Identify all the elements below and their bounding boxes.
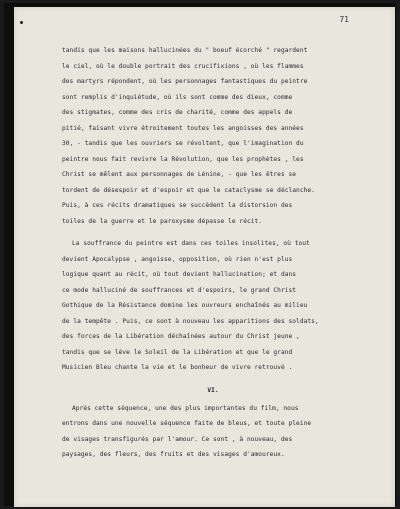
text-line: ce mode halluciné de souffrances et d'espoirs, le grand Christ xyxy=(62,286,297,294)
text-line: Gothique de la Résistance domine les ouvreurs enchaînés au milieu xyxy=(62,302,308,309)
text-line: de visages transfigurés par l'amour. Ce sont , à nouveau, des xyxy=(62,435,293,443)
text-line: 30, - tandis que les ouvriers se révoltent, que l'imagination du xyxy=(62,140,304,147)
paragraph-1 xyxy=(62,43,378,229)
text-line: tandis que les maisons hallucinées du " boeuf écorché " regardent xyxy=(62,47,308,54)
text-line: paysages, des fleurs, des fruits et des visages d'amoureux. xyxy=(62,451,285,458)
text-line: Musicien Bleu chante la vie et le bonheur de vivre retrouvé . xyxy=(62,364,293,371)
text-line: des forces de la Libération déchaînées autour du Christ jeune , xyxy=(62,333,300,340)
document-page xyxy=(14,7,395,507)
text-line: sont remplis d'inquiétude, où ils sont comme des dieux, comme xyxy=(62,93,293,101)
section-heading: VI. xyxy=(207,386,219,394)
scan-frame xyxy=(4,3,396,506)
text-line: devient Apocalypse , angoisse, opposition, où rien n'est plus xyxy=(62,255,293,263)
page-number: 71 xyxy=(339,15,349,24)
punch-hole-mark xyxy=(20,21,23,24)
paragraph-spacer xyxy=(62,229,378,236)
text-line: Christ se mêlent aux personnages de Lénine, - que les êtres se xyxy=(62,171,297,178)
text-line: tandis que se lève le Soleil de la Libération et que le grand xyxy=(62,348,293,356)
paragraph-2 xyxy=(62,236,378,376)
text-line: Après cette séquence, une des plus importantes du film, nous xyxy=(72,404,299,412)
text-line: entrons dans une nouvelle séquence faite de bleus, et toute pleine xyxy=(62,420,312,427)
text-line: peintre nous fait revivre la Révolution, que les prophètes , les xyxy=(62,155,304,163)
paragraph-spacer xyxy=(62,376,378,383)
text-line: des martyrs répondent, où les personnages fantastiques du peintre xyxy=(62,78,308,85)
text-line: logique quant au récit, où tout devient hallucination; et dans xyxy=(62,271,297,278)
text-line: La souffrance du peintre est dans ces toiles insolites, où tout xyxy=(72,240,310,247)
text-line: pitié, faisant vivre étroitement toutes les angoisses des années xyxy=(62,124,304,132)
text-line: toiles de la guerre et le paroxysme dépasse le récit. xyxy=(62,217,263,225)
text-line: des stigmates, comme des cris de charité, comme des appels de xyxy=(62,109,293,116)
text-line: tordent de désespoir et d'espoir et que le cataclysme se déclanche. xyxy=(62,186,315,194)
document-body xyxy=(62,43,378,463)
text-line: le ciel, où le double portrait des crucifixions , où les flammes xyxy=(62,62,304,70)
paragraph-3 xyxy=(62,401,378,463)
text-line: de la tempête . Puis, ce sont à nouveau les apparitions des soldats, xyxy=(62,317,319,325)
text-line: Puis, à ces récits dramatiques se succèdent la distorsion des xyxy=(62,202,293,209)
